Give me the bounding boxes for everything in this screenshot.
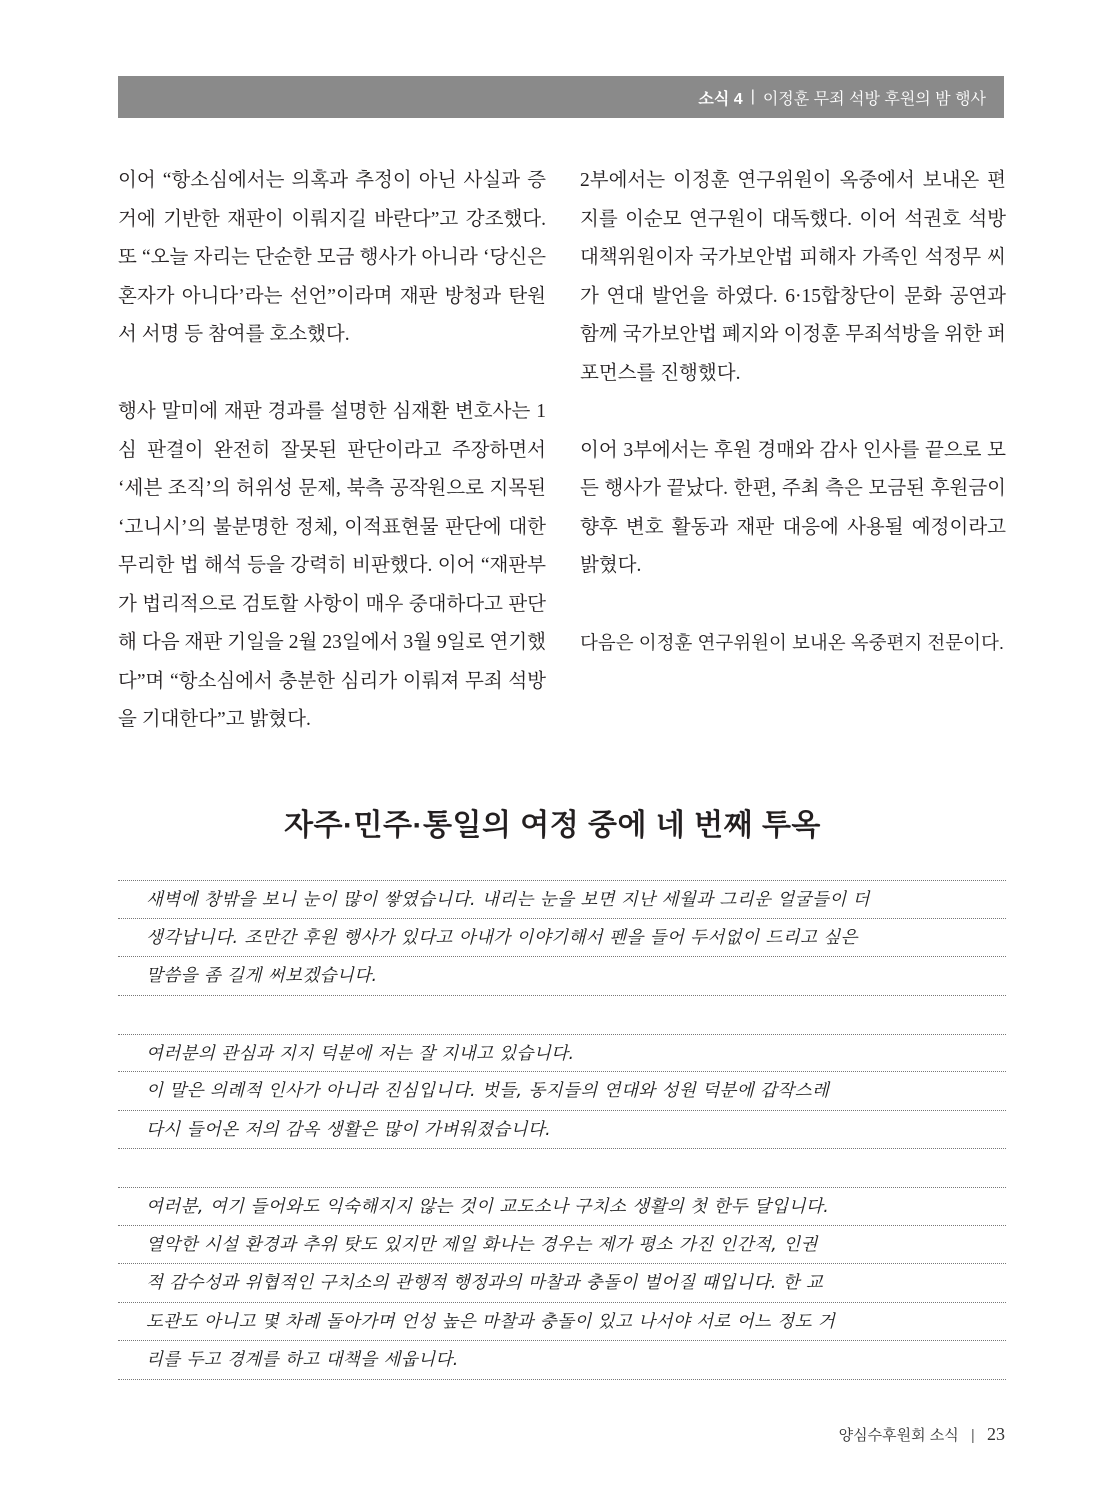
letter-line: 다시 들어온 저의 감옥 생활은 많이 가벼워졌습니다. — [118, 1111, 1006, 1150]
letter-line: 말씀을 좀 길게 써보겠습니다. — [118, 957, 1006, 996]
right-column — [580, 162, 1006, 701]
letter-line: 새벽에 창밖을 보니 눈이 많이 쌓였습니다. 내리는 눈을 보면 지난 세월과 그리운 얼굴들이 더 — [118, 880, 1006, 919]
letter-title: 자주·민주·통일의 여정 중에 네 번째 투옥 — [284, 809, 821, 842]
body-paragraph: 이어 3부에서는 후원 경매와 감사 인사를 끝으로 모든 행사가 끝났다. 한편, 주최 측은 모금된 후원금이 향후 변호 활동과 재판 대응에 사용될 예정이라고 밝혔다. — [580, 439, 1006, 576]
letter-line: 이 말은 의례적 인사가 아니라 진심입니다. 벗들, 동지들의 연대와 성원 덕분에 갑작스레 — [118, 1072, 1006, 1111]
body-paragraph: 2부에서는 이정훈 연구위원이 옥중에서 보내온 편지를 이순모 연구원이 대독했다. 이어 석권호 석방대책위원이자 국가보안법 피해자 가족인 석정무 씨가 연대 발언을 하였다. 6·15합창단이 문화 공연과 함께 국가보안법 폐지와 이정훈 무죄석방을 위한 퍼포먼스를 진행했다. — [580, 170, 1006, 384]
letter-intro-paragraph: 다음은 이정훈 연구위원이 보내온 옥중편지 전문이다. — [580, 632, 1005, 653]
publication-name: 양심수후원회 소식 — [838, 1427, 959, 1444]
body-paragraph: 행사 말미에 재판 경과를 설명한 심재환 변호사는 1심 판결이 완전히 잘못된 판단이라고 주장하면서 ‘세븐 조직’의 허위성 문제, 북측 공작원으로 지목된 ‘고니시’의 불분명한 정체, 이적표현물 판단에 대한 무리한 법 해석 등을 강력히 비판했다. 이어 “재판부가 법리적으로 검토할 사항이 매우 중대하다고 판단해 다음 재판 기일을 2월 23일에서 3월 9일로 연기했다”며 “항소심에서 충분한 심리가 이뤄져 무죄 석방을 기대한다”고 밝혔다. — [118, 401, 546, 730]
letter-paragraph — [118, 880, 1006, 996]
page-footer — [839, 1424, 1005, 1445]
section-label: 소식 4 — [698, 90, 743, 108]
section-header-bar — [118, 76, 1004, 118]
letter-paragraph — [118, 1187, 1006, 1380]
letter-line: 여러분의 관심과 지지 덕분에 저는 잘 지내고 있습니다. — [118, 1034, 1006, 1073]
letter-line: 여러분, 여기 들어와도 익숙해지지 않는 것이 교도소나 구치소 생활의 첫 한두 달입니다. — [118, 1187, 1006, 1226]
letter-line: 열악한 시설 환경과 추위 탓도 있지만 제일 화나는 경우는 제가 평소 가진 인간적, 인권 — [118, 1226, 1006, 1265]
handwritten-letter — [118, 880, 1006, 1418]
body-paragraph: 이어 “항소심에서는 의혹과 추정이 아닌 사실과 증거에 기반한 재판이 이뤄지길 바란다”고 강조했다. 또 “오늘 자리는 단순한 모금 행사가 아니라 ‘당신은 혼자가 아니다’라는 선언”이라며 재판 방청과 탄원서 서명 등 참여를 호소했다. — [118, 170, 546, 345]
left-column — [118, 162, 546, 778]
letter-line: 도관도 아니고 몇 차례 돌아가며 언성 높은 마찰과 충돌이 있고 나서야 서로 어느 정도 거 — [118, 1303, 1006, 1342]
footer-separator: | — [970, 1427, 975, 1444]
section-title: 이정훈 무죄 석방 후원의 밤 행사 — [762, 90, 986, 108]
header-separator: | — [750, 88, 755, 105]
letter-paragraph — [118, 1034, 1006, 1150]
letter-line: 생각납니다. 조만간 후원 행사가 있다고 아내가 이야기해서 펜을 들어 두서없이 드리고 싶은 — [118, 919, 1006, 958]
letter-line: 리를 두고 경계를 하고 대책을 세웁니다. — [118, 1341, 1006, 1380]
page-number: 23 — [987, 1424, 1005, 1444]
letter-line: 적 감수성과 위협적인 구치소의 관행적 행정과의 마찰과 충돌이 벌어질 때입니다. 한 교 — [118, 1264, 1006, 1303]
